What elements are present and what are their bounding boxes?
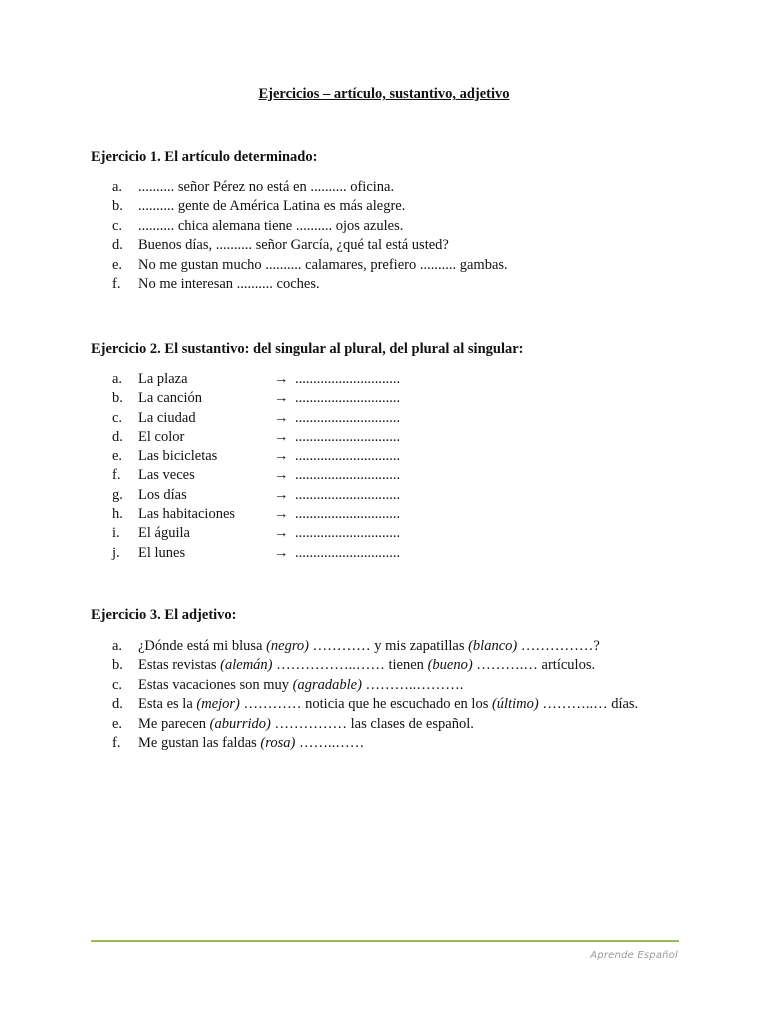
arrow-icon: → — [274, 428, 289, 445]
exercise-1-heading: Ejercicio 1. El artículo determinado: — [91, 149, 318, 165]
item-text: Las habitaciones — [138, 506, 236, 523]
adjective-hint: (blanco) — [468, 638, 518, 654]
item-letter: d. — [112, 237, 123, 254]
sentence-fragment: ……………..…… tienen — [272, 657, 428, 674]
item-text: El color — [138, 428, 185, 445]
item-letter: a. — [112, 638, 123, 654]
item-letter: h. — [112, 506, 123, 523]
arrow-icon: → — [274, 506, 289, 523]
item-letter: c. — [112, 217, 123, 234]
item-letter: b. — [112, 390, 123, 407]
arrow-icon: → — [274, 544, 289, 561]
item-text: .......... chica alemana tiene .......... ojos azules. — [138, 217, 404, 234]
item-letter: f. — [112, 467, 121, 484]
answer-blank: ............................. — [295, 544, 401, 561]
item-text: El águila — [138, 525, 190, 542]
item-letter: e. — [112, 448, 123, 465]
item-text — [138, 637, 600, 656]
item-text — [138, 715, 474, 734]
answer-blank: ............................. — [295, 467, 401, 484]
answer-blank: ............................. — [295, 448, 401, 465]
adjective-hint: (rosa) — [260, 734, 296, 751]
sentence-fragment: Estas vacaciones son muy — [138, 676, 293, 693]
answer-blank: ............................. — [295, 390, 401, 407]
adjective-hint: (negro) — [266, 638, 310, 654]
sentence-fragment: ………..………. — [361, 676, 464, 693]
arrow-icon: → — [274, 409, 289, 426]
footer-divider — [91, 940, 679, 942]
item-letter: c. — [112, 409, 123, 426]
sentence-fragment: Me gustan las faldas — [138, 734, 261, 751]
footer-brand: Aprende Español — [590, 950, 678, 961]
arrow-icon: → — [274, 390, 289, 407]
sentence-fragment: Esta es la — [138, 696, 197, 713]
answer-blank: ............................. — [295, 506, 401, 523]
answer-blank: ............................. — [295, 525, 401, 542]
arrow-icon: → — [274, 371, 289, 387]
adjective-hint: (alemán) — [220, 657, 273, 674]
item-text — [138, 695, 638, 714]
sentence-fragment: ……..…… — [295, 734, 365, 751]
item-text: Los días — [138, 486, 187, 503]
item-text — [138, 656, 595, 675]
item-letter: i. — [112, 525, 120, 542]
adjective-hint: (bueno) — [427, 657, 473, 674]
item-letter: b. — [112, 657, 123, 674]
item-text — [138, 676, 463, 695]
document-title: Ejercicios – artículo, sustantivo, adjetivo — [258, 86, 510, 102]
item-letter: f. — [112, 275, 121, 292]
arrow-icon: → — [274, 486, 289, 503]
item-letter: b. — [112, 198, 123, 215]
adjective-hint: (agradable) — [292, 676, 362, 693]
sentence-fragment: …………… las clases de español. — [270, 715, 474, 732]
sentence-fragment: ¿Dónde está mi blusa — [138, 638, 267, 654]
item-letter: e. — [112, 715, 123, 732]
item-letter: g. — [112, 486, 123, 503]
item-text: .......... gente de América Latina es más alegre. — [138, 198, 406, 215]
item-letter: f. — [112, 734, 121, 751]
adjective-hint: (aburrido) — [209, 715, 271, 732]
adjective-hint: (mejor) — [196, 696, 240, 713]
sentence-fragment: ……………? — [517, 638, 600, 654]
answer-blank: ............................. — [295, 428, 401, 445]
sentence-fragment: ……….… artículos. — [472, 657, 596, 674]
item-letter: e. — [112, 256, 123, 273]
item-letter: d. — [112, 696, 123, 713]
item-letter: d. — [112, 428, 123, 445]
item-text: La ciudad — [138, 409, 196, 426]
item-text: La plaza — [138, 371, 188, 387]
item-text: No me interesan .......... coches. — [138, 275, 320, 292]
answer-blank: ............................. — [295, 371, 401, 387]
sentence-fragment: ………… y mis zapatillas — [309, 638, 469, 654]
arrow-icon: → — [274, 448, 289, 465]
item-text: La canción — [138, 390, 203, 407]
item-text — [138, 734, 364, 753]
item-letter: j. — [112, 544, 120, 561]
item-text: El lunes — [138, 544, 186, 561]
answer-blank: ............................. — [295, 409, 401, 426]
sentence-fragment: Me parecen — [138, 715, 210, 732]
answer-blank: ............................. — [295, 486, 401, 503]
sentence-fragment: ………… noticia que he escuchado en los — [239, 696, 492, 713]
item-letter: a. — [112, 371, 123, 387]
item-text: Buenos días, .......... señor García, ¿qué tal está usted? — [138, 237, 449, 254]
item-letter: c. — [112, 676, 123, 693]
item-letter: a. — [112, 179, 123, 195]
sentence-fragment: Estas revistas — [138, 657, 221, 674]
arrow-icon: → — [274, 467, 289, 484]
item-text: Las veces — [138, 467, 195, 484]
item-text: No me gustan mucho .......... calamares, prefiero .......... gambas. — [138, 256, 508, 273]
item-text: Las bicicletas — [138, 448, 218, 465]
exercise-3-heading: Ejercicio 3. El adjetivo: — [91, 607, 237, 623]
item-text: .......... señor Pérez no está en .......... oficina. — [138, 179, 395, 195]
adjective-hint: (último) — [491, 696, 539, 713]
exercise-2-heading: Ejercicio 2. El sustantivo: del singular al plural, del plural al singular: — [91, 341, 524, 357]
sentence-fragment: ………..… días. — [538, 696, 639, 713]
arrow-icon: → — [274, 525, 289, 542]
